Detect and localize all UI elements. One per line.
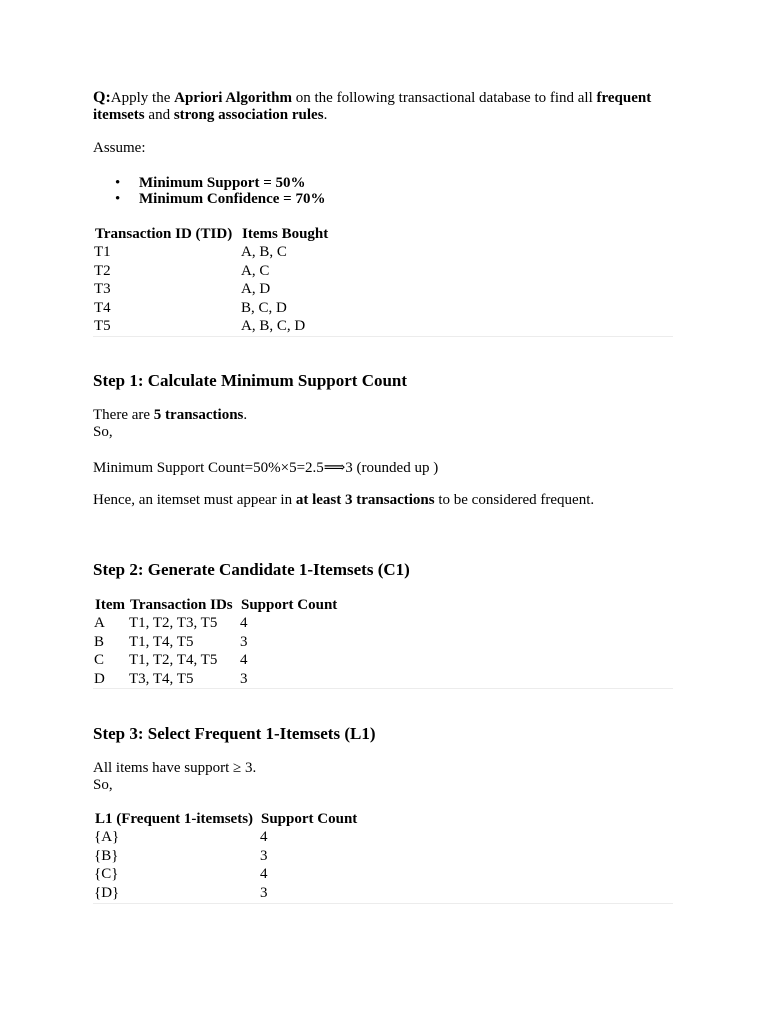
transactions-body	[93, 243, 330, 336]
table-cell: T3, T4, T5	[129, 670, 194, 687]
table-cell: T4	[94, 299, 111, 316]
table-cell: T1	[94, 244, 111, 260]
step3-line-2: So,	[93, 777, 113, 793]
question-line-2: itemsets and strong association rules.	[93, 107, 328, 123]
table-cell: A, B, C, D	[241, 318, 306, 335]
table-divider	[93, 903, 673, 904]
table-cell: 3	[240, 670, 248, 687]
table-cell: 3	[260, 884, 268, 901]
frequent-itemsets-body	[93, 828, 359, 902]
header-transaction-ids: Transaction IDs	[130, 597, 233, 613]
table-cell: {C}	[94, 866, 119, 883]
table-header-row	[93, 596, 339, 614]
step1-line-2: So,	[93, 424, 113, 440]
table-cell: {A}	[94, 829, 120, 845]
table-cell: A	[94, 615, 105, 631]
step1-line-1: There are 5 transactions.	[93, 407, 248, 423]
table-row	[93, 847, 359, 866]
question-line-1	[93, 89, 651, 107]
table-row	[93, 317, 330, 336]
header-tid: Transaction ID (TID)	[95, 226, 233, 242]
table-row	[93, 865, 359, 884]
table-row	[93, 633, 339, 652]
table-header-row	[93, 225, 330, 243]
header-item: Item	[95, 597, 125, 613]
table-cell: D	[94, 670, 105, 687]
header-support-count: Support Count	[261, 811, 358, 827]
assumption-min-support: • Minimum Support = 50%	[93, 175, 325, 191]
step1-heading: Step 1: Calculate Minimum Support Count	[93, 371, 408, 390]
table-cell: {D}	[94, 884, 120, 901]
table-row	[93, 670, 339, 689]
frequent-itemsets-table	[93, 810, 359, 902]
table-cell: 4	[260, 829, 268, 845]
table-row	[93, 299, 330, 318]
table-cell: B, C, D	[241, 299, 287, 316]
table-cell: T3	[94, 281, 111, 298]
table-cell: A, B, C	[241, 244, 287, 260]
table-cell: T2	[94, 262, 111, 279]
table-cell: T1, T4, T5	[129, 633, 194, 650]
table-cell: C	[94, 652, 105, 669]
table-cell: 3	[260, 847, 268, 864]
table-cell: 4	[240, 615, 248, 631]
table-header-row	[93, 810, 359, 828]
transactions-table	[93, 225, 330, 336]
candidate-itemsets-body	[93, 614, 339, 688]
step3-heading: Step 3: Select Frequent 1-Itemsets (L1)	[93, 724, 376, 743]
table-cell: B	[94, 633, 105, 650]
table-cell: A, D	[241, 281, 271, 298]
assumption-list	[93, 175, 325, 207]
table-row	[93, 614, 339, 633]
table-cell: T5	[94, 318, 111, 335]
assume-label: Assume:	[93, 140, 146, 156]
table-row	[93, 828, 359, 847]
table-cell: {B}	[94, 847, 119, 864]
table-row	[93, 884, 359, 903]
table-divider	[93, 336, 673, 337]
table-cell: A, C	[241, 262, 270, 279]
header-items: Items Bought	[242, 226, 329, 242]
assumption-min-confidence: • Minimum Confidence = 70%	[93, 191, 325, 207]
table-row	[93, 243, 330, 262]
candidate-itemsets-table	[93, 596, 339, 688]
table-cell: 4	[260, 866, 268, 883]
table-row	[93, 651, 339, 670]
table-row	[93, 262, 330, 281]
table-row	[93, 280, 330, 299]
step2-heading: Step 2: Generate Candidate 1-Itemsets (C1)	[93, 560, 410, 579]
step1-conclusion: Hence, an itemset must appear in at least 3 transactions to be considered frequent.	[93, 492, 595, 508]
question-text-1: Apply the Apriori Algorithm on the following transactional database to find all frequent	[110, 90, 652, 106]
step1-formula: Minimum Support Count=50%×5=2.5⟹3 (rounded up )	[93, 460, 439, 476]
header-support-count: Support Count	[241, 597, 338, 613]
table-divider	[93, 688, 673, 689]
header-l1: L1 (Frequent 1-itemsets)	[95, 811, 254, 827]
step3-line-1: All items have support ≥ 3.	[93, 760, 257, 776]
question-label: Q:	[93, 89, 111, 106]
table-cell: T1, T2, T4, T5	[129, 652, 218, 669]
table-cell: 4	[240, 652, 248, 669]
table-cell: T1, T2, T3, T5	[129, 615, 218, 631]
table-cell: 3	[240, 633, 248, 650]
